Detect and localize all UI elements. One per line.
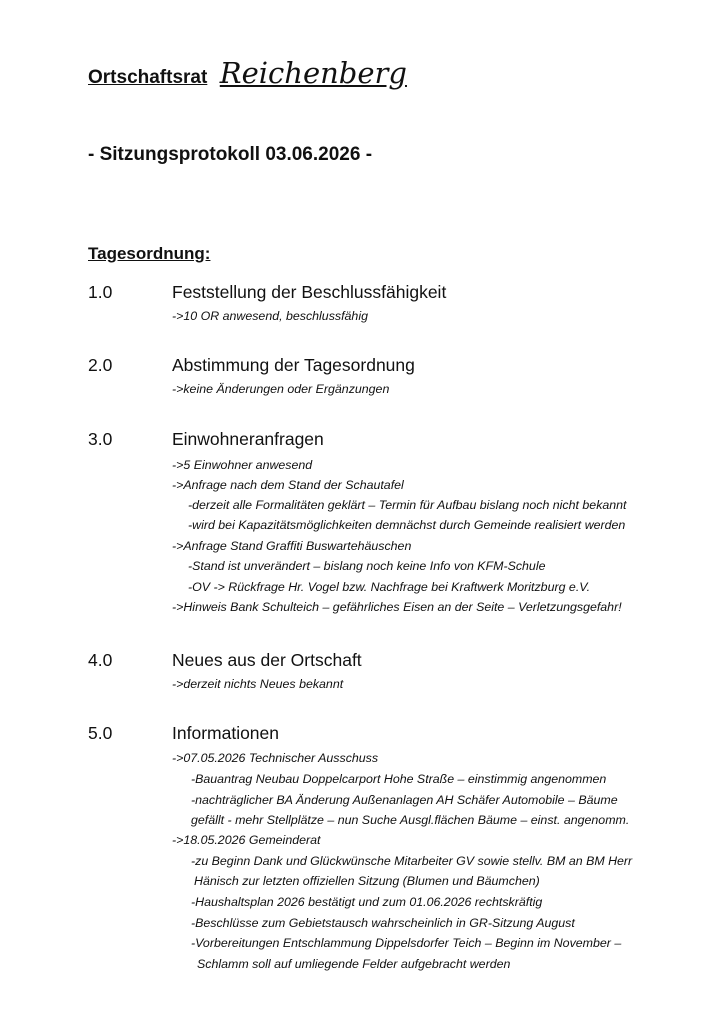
agenda-note: ->5 Einwohner anwesend xyxy=(172,458,313,472)
agenda-note: ->Anfrage Stand Graffiti Buswartehäuschen xyxy=(172,539,412,553)
agenda-note: ->10 OR anwesend, beschlussfähig xyxy=(172,309,368,323)
agenda-item-number: 2.0 xyxy=(88,355,113,375)
agenda-item-title: Feststellung der Beschlussfähigkeit xyxy=(172,282,447,302)
agenda-item-number: 5.0 xyxy=(88,723,113,743)
document-subtitle: - Sitzungsprotokoll 03.06.2026 - xyxy=(88,144,373,165)
agenda-item-title: Abstimmung der Tagesordnung xyxy=(172,355,415,375)
agenda-note: -Bauantrag Neubau Doppelcarport Hohe Straße – einstimmig angenommen xyxy=(191,772,607,786)
agenda-heading: Tagesordnung: xyxy=(88,244,211,263)
agenda-note: -nachträglicher BA Änderung Außenanlagen AH Schäfer Automobile – Bäume xyxy=(191,793,618,807)
agenda-note: -Vorbereitungen Entschlammung Dippelsdorfer Teich – Beginn im November – xyxy=(191,936,622,950)
agenda-item-title: Informationen xyxy=(172,723,280,743)
agenda-note: -Beschlüsse zum Gebietstausch wahrscheinlich in GR-Sitzung August xyxy=(191,916,575,930)
agenda-note: Schlamm soll auf umliegende Felder aufgebracht werden xyxy=(197,957,511,971)
document-title xyxy=(88,56,407,90)
agenda-note: ->keine Änderungen oder Ergänzungen xyxy=(172,382,390,396)
agenda-item-title: Einwohneranfragen xyxy=(172,429,324,449)
agenda-note: Hänisch zur letzten offiziellen Sitzung (Blumen und Bäumchen) xyxy=(194,874,540,888)
title-place-name: Reichenberg xyxy=(219,56,407,90)
agenda-note: -wird bei Kapazitätsmöglichkeiten demnächst durch Gemeinde realisiert werden xyxy=(188,518,626,532)
agenda-note: -Stand ist unverändert – bislang noch keine Info von KFM-Schule xyxy=(188,559,546,573)
agenda-note: -OV -> Rückfrage Hr. Vogel bzw. Nachfrage bei Kraftwerk Moritzburg e.V. xyxy=(188,580,591,594)
agenda-note: ->derzeit nichts Neues bekannt xyxy=(172,677,344,691)
agenda-item-title: Neues aus der Ortschaft xyxy=(172,650,362,670)
title-label: Ortschaftsrat xyxy=(88,67,208,88)
agenda-note: -zu Beginn Dank und Glückwünsche Mitarbeiter GV sowie stellv. BM an BM Herr xyxy=(191,854,633,868)
agenda-note: gefällt - mehr Stellplätze – nun Suche Ausgl.flächen Bäume – einst. angenomm. xyxy=(191,813,630,827)
agenda-note: -derzeit alle Formalitäten geklärt – Termin für Aufbau bislang noch nicht bekannt xyxy=(188,498,627,512)
agenda-note: ->18.05.2026 Gemeinderat xyxy=(172,833,321,847)
agenda-note: ->07.05.2026 Technischer Ausschuss xyxy=(172,751,379,765)
agenda-note: ->Hinweis Bank Schulteich – gefährliches Eisen an der Seite – Verletzungsgefahr! xyxy=(172,600,622,614)
agenda-item-number: 3.0 xyxy=(88,429,113,449)
agenda-note: ->Anfrage nach dem Stand der Schautafel xyxy=(172,478,404,492)
agenda-item-number: 1.0 xyxy=(88,282,113,302)
agenda-note: -Haushaltsplan 2026 bestätigt und zum 01.06.2026 rechtskräftig xyxy=(191,895,543,909)
agenda-item-number: 4.0 xyxy=(88,650,113,670)
